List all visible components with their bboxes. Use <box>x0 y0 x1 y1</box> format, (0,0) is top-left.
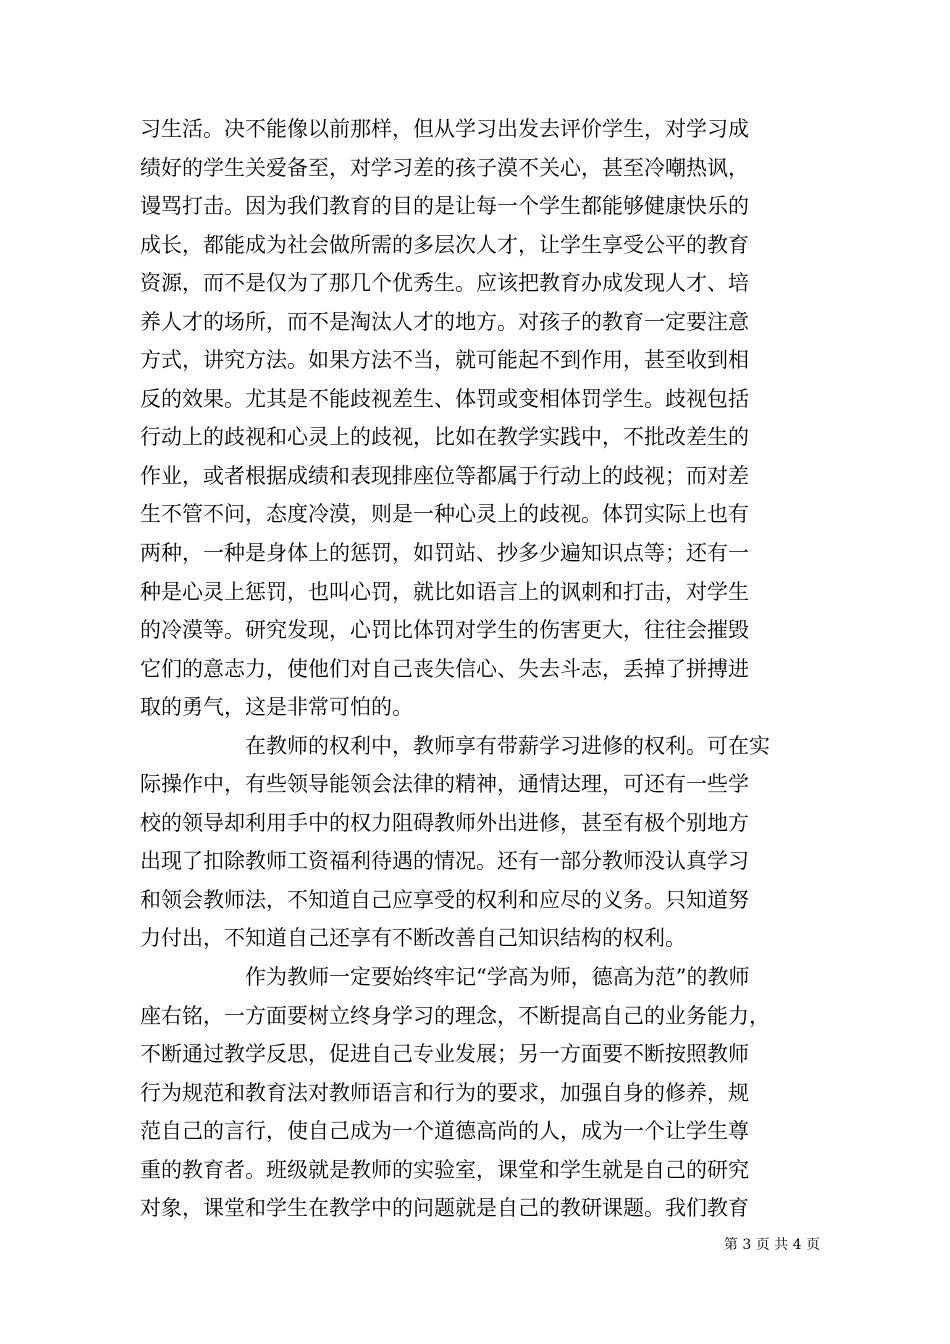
text-line: 范自己的言行，使自己成为一个道德高尚的人，成为一个让学生尊 <box>140 1119 749 1144</box>
text-line: 资源，而不是仅为了那几个优秀生。应该把教育办成发现人才、培 <box>140 271 749 296</box>
text-line: 校的领导却利用手中的权力阻碍教师外出进修，甚至有极个别地方 <box>140 810 749 835</box>
paragraph-start-line: 作为教师一定要始终牢记“学高为师，德高为范”的教师 <box>245 965 750 990</box>
text-line: 两种，一种是身体上的惩罚，如罚站、抄多少遍知识点等；还有一 <box>140 541 749 566</box>
text-line: 重的教育者。班级就是教师的实验室，课堂和学生就是自己的研究 <box>140 1157 749 1182</box>
text-line: 习生活。决不能像以前那样，但从学习出发去评价学生，对学习成 <box>140 117 749 141</box>
text-line: 和领会教师法，不知道自己应享受的权利和应尽的义务。只知道努 <box>140 887 749 912</box>
text-line: 生不管不问，态度冷漠，则是一种心灵上的歧视。体罚实际上也有 <box>140 502 749 527</box>
text-line: 它们的意志力，使他们对自己丧失信心、失去斗志，丢掉了拼搏进 <box>140 656 749 681</box>
text-line: 绩好的学生关爱备至，对学习差的孩子漠不关心，甚至冷嘲热讽， <box>140 155 749 180</box>
text-line: 的冷漠等。研究发现，心罚比体罚对学生的伤害更大，往往会摧毁 <box>140 618 749 643</box>
text-line: 养人才的场所，而不是淘汰人才的地方。对孩子的教育一定要注意 <box>140 309 749 334</box>
text-line: 方式，讲究方法。如果方法不当，就可能起不到作用，甚至收到相 <box>140 348 749 373</box>
text-line: 对象，课堂和学生在教学中的问题就是自己的教研课题。我们教育 <box>140 1196 749 1221</box>
text-line: 行动上的歧视和心灵上的歧视，比如在教学实践中，不批改差生的 <box>140 425 749 450</box>
text-line: 谩骂打击。因为我们教育的目的是让每一个学生都能够健康快乐的 <box>140 194 749 219</box>
text-line: 种是心灵上惩罚，也叫心罚，就比如语言上的讽刺和打击，对学生 <box>140 579 749 604</box>
text-line: 座右铭，一方面要树立终身学习的理念，不断提高自己的业务能力， <box>140 1003 770 1028</box>
page-number-footer: 第 3 页 共 4 页 <box>723 1237 820 1253</box>
text-line: 不断通过教学反思，促进自己专业发展；另一方面要不断按照教师 <box>140 1042 749 1067</box>
text-line: 行为规范和教育法对教师语言和行为的要求，加强自身的修养，规 <box>140 1080 749 1105</box>
text-line: 成长，都能成为社会做所需的多层次人才，让学生享受公平的教育 <box>140 232 749 257</box>
text-line: 作业，或者根据成绩和表现排座位等都属于行动上的歧视；而对差 <box>140 463 749 488</box>
text-line: 出现了扣除教师工资福利待遇的情况。还有一部分教师没认真学习 <box>140 849 749 874</box>
paragraph-start-line: 在教师的权利中，教师享有带薪学习进修的权利。可在实 <box>245 733 770 758</box>
text-line: 力付出，不知道自己还享有不断改善自己知识结构的权利。 <box>140 926 686 951</box>
text-line: 取的勇气，这是非常可怕的。 <box>140 695 413 720</box>
body-text <box>140 110 820 1228</box>
text-line: 际操作中，有些领导能领会法律的精神，通情达理，可还有一些学 <box>140 772 749 797</box>
text-line: 反的效果。尤其是不能歧视差生、体罚或变相体罚学生。歧视包括 <box>140 386 749 411</box>
